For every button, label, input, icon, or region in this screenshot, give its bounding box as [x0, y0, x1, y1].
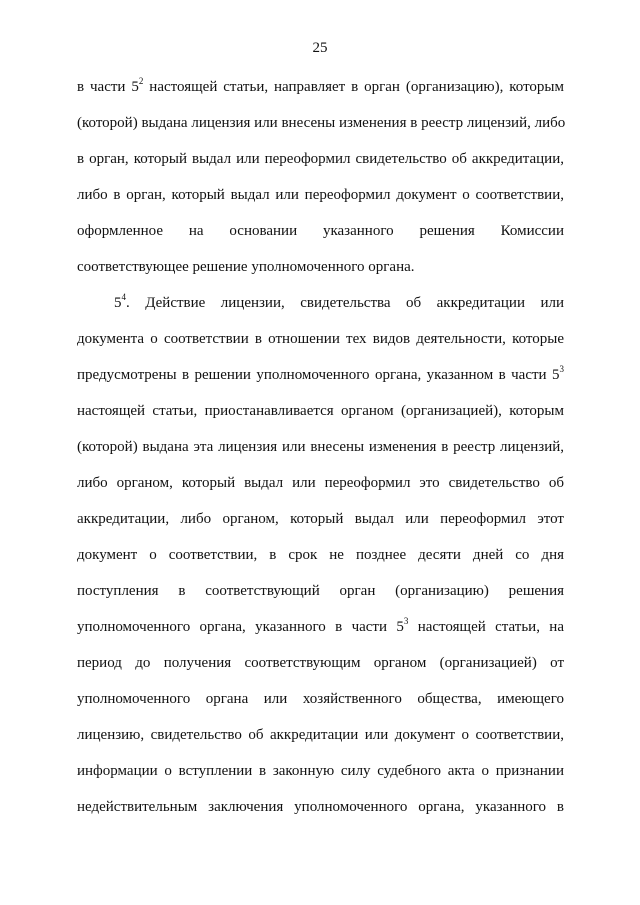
text-line-5: оформленное на основании указанного решения Комиссии [77, 223, 564, 239]
superscript: 2 [138, 76, 144, 86]
text-line-2: (которой) выдана лицензия или внесены изменения в реестр лицензий, либо [77, 115, 566, 131]
text-line-10: настоящей статьи, приостанавливается органом (организацией), которым [77, 403, 564, 419]
text-line-11: (которой) выдана эта лицензия или внесены изменения в реестр лицензий, [77, 439, 564, 455]
text-line-9: предусмотрены в решении уполномоченного органа, указанном в части $5^3$ [77, 364, 564, 383]
text-line-21: недействительным заключения уполномоченного органа, указанного в [77, 799, 564, 815]
text-line-18: уполномоченного органа или хозяйственного общества, имеющего [77, 691, 564, 707]
superscript: 4 [121, 292, 126, 302]
text-line-19: лицензию, свидетельство об аккредитации или документ о соответствии, [77, 727, 564, 743]
text-line-1: в части $5^2$ настоящей статьи, направляет в орган (организацию), которым [77, 76, 564, 95]
text-line-8: документа о соответствии в отношении тех видов деятельности, которые [77, 331, 564, 347]
text-line-14: документ о соответствии, в срок не позднее десяти дней со дня [77, 547, 564, 563]
text-line-6: соответствующее решение уполномоченного органа. [77, 259, 415, 275]
text-line-17: период до получения соответствующим органом (организацией) от [77, 655, 564, 671]
text-line-20: информации о вступлении в законную силу судебного акта о признании [77, 763, 564, 779]
text-line-7: $5^4$. Действие лицензии, свидетельства об аккредитации или [114, 292, 564, 311]
text-line-15: поступления в соответствующий орган (организацию) решения [77, 583, 564, 599]
superscript: 3 [559, 364, 564, 374]
text-line-16: уполномоченного органа, указанного в части $5^3$ настоящей статьи, на [77, 616, 564, 635]
page-number: 25 [312, 40, 328, 56]
text-line-3: в орган, который выдал или переоформил свидетельство об аккредитации, [77, 151, 564, 167]
superscript: 3 [403, 616, 409, 626]
text-line-4: либо в орган, который выдал или переоформил документ о соответствии, [77, 187, 564, 203]
text-line-12: либо органом, который выдал или переоформил это свидетельство об [77, 475, 564, 491]
text-line-13: аккредитации, либо органом, который выдал или переоформил этот [77, 511, 564, 527]
